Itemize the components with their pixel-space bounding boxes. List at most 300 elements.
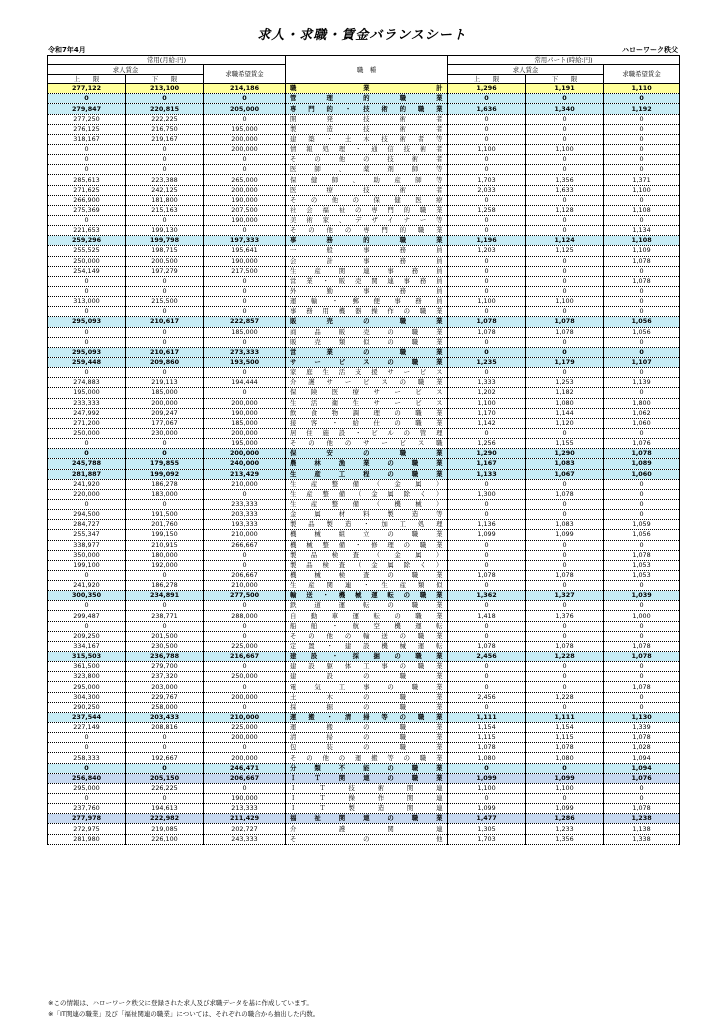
occupation-cell: 定置・建設機械運転 [286,641,448,651]
wage-cell-ft-lower: 0 [126,307,204,317]
occupation-cell: その他の保健医療 [286,195,448,205]
occupation-cell: その他の運搬等の職業 [286,753,448,763]
wage-cell-pt-lower: 0 [526,601,604,611]
wage-cell-ft-desired: 0 [204,297,286,307]
table-row [48,428,680,438]
wage-cell-pt-desired: 0 [604,347,680,357]
wage-cell-pt-desired: 0 [604,165,680,175]
occupation-cell: 接客・給仕の職業 [286,418,448,428]
wage-cell-ft-upper: 323,800 [48,672,126,682]
wage-cell-pt-desired: 1,130 [604,712,680,722]
wage-cell-pt-lower: 0 [526,114,604,124]
wage-cell-pt-upper: 0 [448,226,526,236]
wage-cell-pt-desired: 1,053 [604,570,680,580]
wage-cell-pt-upper: 1,133 [448,469,526,479]
occupation-cell: 製造技術者 [286,124,448,134]
occupation-cell: 会計事務員 [286,256,448,266]
occupation-cell: 医療技術者 [286,185,448,195]
wage-cell-pt-desired: 0 [604,540,680,550]
wage-cell-ft-upper: 284,727 [48,520,126,530]
wage-cell-ft-lower: 0 [126,439,204,449]
table-row [48,702,680,712]
wage-cell-ft-lower: 220,815 [126,104,204,114]
wage-cell-ft-desired: 216,667 [204,652,286,662]
wage-cell-ft-lower: 0 [126,733,204,743]
wage-cell-ft-lower: 210,617 [126,317,204,327]
table-row [48,824,680,834]
table-body [48,84,680,845]
wage-cell-ft-upper: 0 [48,570,126,580]
occupation-cell: 福祉関連の職業 [286,814,448,824]
table-row [48,216,680,226]
occupation-cell: その他 [286,834,448,844]
wage-cell-pt-upper: 1,235 [448,357,526,367]
wage-cell-ft-upper: 0 [48,763,126,773]
wage-cell-ft-lower: 0 [126,145,204,155]
table-row [48,733,680,743]
wage-cell-pt-desired: 1,078 [604,449,680,459]
wage-cell-pt-lower: 0 [526,763,604,773]
wage-cell-ft-lower: 222,982 [126,814,204,824]
wage-cell-pt-upper: 0 [448,621,526,631]
wage-cell-pt-lower: 1,111 [526,712,604,722]
wage-cell-pt-desired: 1,059 [604,520,680,530]
table-row [48,804,680,814]
table-row [48,672,680,682]
wage-cell-pt-lower: 1,080 [526,753,604,763]
table-row [48,591,680,601]
table-row [48,236,680,246]
occupation-cell: その他の輸送の職業 [286,631,448,641]
table-row [48,682,680,692]
wage-cell-pt-lower: 1,100 [526,297,604,307]
occupation-cell: 医師、薬剤師等 [286,165,448,175]
wage-cell-pt-desired: 1,028 [604,743,680,753]
wage-cell-pt-upper: 1,477 [448,814,526,824]
wage-cell-pt-lower: 0 [526,165,604,175]
wage-cell-ft-upper: 0 [48,145,126,155]
wage-cell-pt-upper: 0 [448,256,526,266]
wage-cell-pt-upper: 2,033 [448,185,526,195]
header-full-time: 常用(月給:円) [48,56,286,65]
table-row [48,520,680,530]
table-row [48,165,680,175]
wage-cell-pt-upper: 0 [448,794,526,804]
occupation-cell: サービスの職業 [286,357,448,367]
wage-cell-pt-lower: 1,179 [526,357,604,367]
wage-cell-ft-upper: 315,503 [48,652,126,662]
wage-cell-ft-upper: 255,525 [48,246,126,256]
occupation-cell: 社会福祉の専門的職業 [286,205,448,215]
wage-cell-pt-lower: 0 [526,256,604,266]
wage-cell-pt-lower: 0 [526,794,604,804]
table-row [48,388,680,398]
table-row [48,327,680,337]
wage-cell-pt-lower: 0 [526,266,604,276]
wage-cell-pt-desired: 1,062 [604,408,680,418]
table-row [48,286,680,296]
wage-cell-ft-desired: 225,000 [204,723,286,733]
wage-cell-pt-desired: 1,238 [604,814,680,824]
wage-cell-pt-desired: 1,056 [604,327,680,337]
wage-cell-pt-desired: 0 [604,216,680,226]
wage-cell-pt-upper: 1,154 [448,723,526,733]
wage-cell-pt-lower: 1,253 [526,378,604,388]
wage-cell-ft-lower: 0 [126,449,204,459]
wage-cell-ft-lower: 181,800 [126,195,204,205]
occupation-cell: 生活衛生サービス [286,398,448,408]
wage-cell-pt-desired: 1,076 [604,773,680,783]
wage-cell-ft-desired: 200,000 [204,449,286,459]
wage-cell-pt-upper: 1,296 [448,84,526,94]
wage-cell-pt-upper: 1,100 [448,297,526,307]
wage-cell-ft-upper: 318,167 [48,134,126,144]
wage-cell-pt-lower: 0 [526,94,604,104]
wage-cell-pt-desired: 1,138 [604,824,680,834]
occupation-cell: 開発技術者 [286,114,448,124]
wage-cell-pt-desired: 1,371 [604,175,680,185]
wage-cell-ft-upper: 277,978 [48,814,126,824]
wage-cell-pt-upper: 0 [448,337,526,347]
wage-cell-ft-lower: 222,225 [126,114,204,124]
wage-cell-pt-desired: 0 [604,662,680,672]
wage-cell-ft-upper: 266,900 [48,195,126,205]
wage-cell-ft-desired: 210,000 [204,530,286,540]
wage-cell-pt-lower: 0 [526,581,604,591]
wage-cell-pt-upper: 0 [448,479,526,489]
occupation-cell: 管理的職業 [286,94,448,104]
wage-cell-ft-upper: 295,000 [48,783,126,793]
wage-cell-ft-lower: 0 [126,601,204,611]
wage-cell-ft-upper: 279,847 [48,104,126,114]
table-row [48,104,680,114]
wage-cell-ft-lower: 210,915 [126,540,204,550]
wage-cell-ft-lower: 180,000 [126,550,204,560]
occupation-cell: 一般事務員 [286,246,448,256]
wage-cell-pt-desired: 1,800 [604,398,680,408]
table-row [48,256,680,266]
wage-cell-ft-lower: 219,085 [126,824,204,834]
wage-cell-pt-lower: 1,228 [526,652,604,662]
wage-cell-pt-upper: 0 [448,276,526,286]
wage-cell-pt-lower: 0 [526,155,604,165]
wage-cell-ft-desired: 0 [204,94,286,104]
wage-cell-ft-upper: 237,544 [48,712,126,722]
occupation-cell: 機械検査の職業 [286,570,448,580]
wage-cell-pt-upper: 1,333 [448,378,526,388]
table-row [48,652,680,662]
wage-cell-ft-upper: 295,093 [48,347,126,357]
wage-cell-pt-desired: 1,134 [604,226,680,236]
wage-cell-pt-upper: 1,078 [448,570,526,580]
occupation-cell: 輸送・機械運転の職業 [286,591,448,601]
wage-cell-ft-desired: 190,000 [204,408,286,418]
wage-cell-pt-lower: 1,290 [526,449,604,459]
wage-cell-pt-lower: 1,228 [526,692,604,702]
wage-cell-pt-lower: 1,080 [526,398,604,408]
wage-cell-pt-upper: 0 [448,368,526,378]
wage-cell-pt-upper: 1,078 [448,317,526,327]
wage-cell-pt-upper: 0 [448,510,526,520]
header-pt-offer-wage: 求人賃金 [448,65,604,74]
wage-cell-pt-lower: 0 [526,226,604,236]
wage-cell-pt-desired: 1,076 [604,439,680,449]
wage-cell-ft-desired: 0 [204,114,286,124]
wage-cell-pt-desired: 1,053 [604,560,680,570]
wage-cell-ft-lower: 226,100 [126,834,204,844]
wage-cell-ft-desired: 0 [204,662,286,672]
occupation-cell: 居住施設・ビルの管理 [286,428,448,438]
wage-cell-ft-desired: 0 [204,489,286,499]
table-row [48,124,680,134]
wage-cell-pt-lower: 1,115 [526,733,604,743]
wage-cell-pt-desired: 0 [604,692,680,702]
table-row [48,692,680,702]
wage-cell-pt-desired: 0 [604,94,680,104]
wage-cell-ft-upper: 313,000 [48,297,126,307]
wage-cell-ft-lower: 205,150 [126,773,204,783]
occupation-cell: 包装の職業 [286,743,448,753]
wage-cell-ft-upper: 241,920 [48,581,126,591]
wage-cell-pt-desired: 1,078 [604,276,680,286]
wage-cell-pt-lower: 0 [526,428,604,438]
wage-cell-ft-lower: 203,000 [126,682,204,692]
wage-cell-pt-upper: 0 [448,428,526,438]
wage-cell-ft-upper: 255,347 [48,530,126,540]
wage-cell-ft-desired: 200,000 [204,428,286,438]
occupation-cell: 農林漁業の職業 [286,459,448,469]
wage-cell-pt-lower: 1,078 [526,570,604,580]
wage-cell-ft-desired: 0 [204,621,286,631]
wage-cell-ft-lower: 230,000 [126,428,204,438]
wage-cell-ft-desired: 277,500 [204,591,286,601]
wage-cell-pt-desired: 1,094 [604,753,680,763]
wage-cell-pt-lower: 1,083 [526,459,604,469]
table-row [48,489,680,499]
table-row [48,418,680,428]
wage-cell-ft-lower: 209,247 [126,408,204,418]
wage-cell-pt-lower: 1,144 [526,408,604,418]
wage-cell-ft-upper: 250,000 [48,428,126,438]
wage-cell-ft-desired: 222,857 [204,317,286,327]
wage-cell-ft-desired: 225,000 [204,641,286,651]
wage-cell-pt-desired: 0 [604,388,680,398]
wage-cell-pt-lower: 1,125 [526,246,604,256]
wage-cell-ft-upper: 0 [48,337,126,347]
wage-cell-ft-desired: 200,000 [204,398,286,408]
table-row [48,662,680,672]
table-row [48,155,680,165]
wage-cell-ft-lower: 179,855 [126,459,204,469]
wage-cell-pt-upper: 0 [448,286,526,296]
wage-cell-ft-upper: 0 [48,499,126,509]
wage-cell-ft-lower: 177,067 [126,418,204,428]
wage-cell-pt-lower: 0 [526,134,604,144]
wage-cell-pt-desired: 0 [604,337,680,347]
wage-cell-ft-lower: 183,000 [126,489,204,499]
wage-cell-ft-upper: 304,300 [48,692,126,702]
wage-cell-pt-upper: 1,111 [448,712,526,722]
table-row [48,560,680,570]
table-row [48,408,680,418]
wage-cell-pt-upper: 1,202 [448,388,526,398]
wage-cell-pt-desired: 0 [604,783,680,793]
wage-cell-ft-desired: 195,641 [204,246,286,256]
wage-cell-ft-desired: 210,000 [204,581,286,591]
table-row [48,246,680,256]
wage-cell-pt-upper: 0 [448,347,526,357]
wage-cell-pt-lower: 1,067 [526,469,604,479]
table-row [48,378,680,388]
table-row [48,510,680,520]
wage-cell-pt-lower: 0 [526,631,604,641]
wage-cell-ft-lower: 237,320 [126,672,204,682]
wage-cell-ft-upper: 281,980 [48,834,126,844]
wage-cell-ft-desired: 0 [204,307,286,317]
wage-cell-pt-lower: 0 [526,662,604,672]
wage-cell-ft-desired: 185,000 [204,327,286,337]
wage-cell-pt-upper: 1,115 [448,733,526,743]
wage-cell-ft-lower: 0 [126,499,204,509]
wage-cell-ft-desired: 0 [204,155,286,165]
wage-cell-pt-desired: 1,060 [604,418,680,428]
wage-cell-pt-desired: 1,078 [604,804,680,814]
occupation-cell: その他の専門的職業 [286,226,448,236]
wage-cell-ft-lower: 234,891 [126,591,204,601]
occupation-cell: 電気工事の職業 [286,682,448,692]
table-row [48,84,680,94]
wage-cell-ft-lower: 238,771 [126,611,204,621]
wage-cell-ft-desired: 214,186 [204,84,286,94]
table-row [48,439,680,449]
wage-cell-ft-upper: 276,125 [48,124,126,134]
table-row [48,753,680,763]
wage-cell-ft-lower: 0 [126,286,204,296]
table-row [48,469,680,479]
table-row [48,297,680,307]
table-row [48,317,680,327]
occupation-cell: その他の技術者 [286,155,448,165]
occupation-cell: 分類不能の職業 [286,763,448,773]
wage-cell-ft-lower: 199,150 [126,530,204,540]
wage-cell-pt-upper: 0 [448,540,526,550]
wage-cell-pt-lower: 1,099 [526,804,604,814]
wage-cell-ft-desired: 233,333 [204,499,286,509]
wage-cell-ft-upper: 285,613 [48,175,126,185]
wage-cell-ft-upper: 361,500 [48,662,126,672]
occupation-cell: 飲食物調理の職業 [286,408,448,418]
wage-cell-pt-desired: 0 [604,581,680,591]
wage-cell-pt-desired: 0 [604,134,680,144]
wage-cell-pt-upper: 0 [448,195,526,205]
wage-cell-pt-lower: 1,078 [526,641,604,651]
wage-cell-pt-desired: 1,339 [604,723,680,733]
wage-cell-ft-desired: 185,000 [204,418,286,428]
wage-cell-pt-upper: 0 [448,560,526,570]
wage-cell-ft-lower: 191,500 [126,510,204,520]
wage-cell-pt-lower: 1,078 [526,327,604,337]
wage-cell-ft-upper: 250,000 [48,256,126,266]
wage-cell-pt-upper: 0 [448,216,526,226]
table-row [48,570,680,580]
wage-cell-ft-upper: 0 [48,155,126,165]
wage-cell-ft-desired: 190,000 [204,195,286,205]
table-row [48,794,680,804]
wage-cell-pt-upper: 0 [448,499,526,509]
table-row [48,266,680,276]
wage-cell-ft-lower: 258,000 [126,702,204,712]
wage-cell-pt-upper: 1,256 [448,439,526,449]
wage-cell-ft-lower: 0 [126,621,204,631]
wage-cell-ft-desired: 0 [204,783,286,793]
wage-cell-pt-lower: 1,120 [526,418,604,428]
table-row [48,723,680,733]
occupation-cell: 清掃の職業 [286,733,448,743]
occupation-cell: 建設躯体工事の職業 [286,662,448,672]
wage-cell-pt-upper: 0 [448,581,526,591]
wage-cell-ft-desired: 211,429 [204,814,286,824]
wage-cell-ft-desired: 195,000 [204,439,286,449]
wage-cell-pt-upper: 1,080 [448,753,526,763]
wage-cell-pt-lower: 0 [526,347,604,357]
wage-cell-ft-desired: 200,000 [204,692,286,702]
wage-cell-ft-lower: 185,000 [126,388,204,398]
wage-cell-pt-upper: 1,636 [448,104,526,114]
wage-cell-ft-upper: 0 [48,286,126,296]
table-row [48,226,680,236]
wage-cell-ft-desired: 0 [204,368,286,378]
wage-cell-ft-upper: 0 [48,307,126,317]
wage-cell-ft-desired: 206,667 [204,570,286,580]
wage-cell-ft-lower: 219,113 [126,378,204,388]
wage-cell-ft-upper: 254,149 [48,266,126,276]
wage-cell-pt-desired: 0 [604,621,680,631]
wage-cell-ft-upper: 300,350 [48,591,126,601]
wage-cell-ft-lower: 0 [126,165,204,175]
wage-cell-ft-upper: 0 [48,165,126,175]
wage-cell-pt-lower: 1,340 [526,104,604,114]
wage-cell-ft-upper: 295,093 [48,317,126,327]
wage-cell-pt-desired: 1,110 [604,84,680,94]
wage-cell-pt-upper: 0 [448,165,526,175]
occupation-cell: 職業計 [286,84,448,94]
occupation-cell: その他のサービス職 [286,439,448,449]
header-occupation: 職 種 [286,56,448,84]
table-row [48,631,680,641]
wage-cell-pt-desired: 0 [604,286,680,296]
wage-cell-pt-upper: 0 [448,124,526,134]
wage-cell-pt-upper: 0 [448,662,526,672]
table-row [48,499,680,509]
occupation-cell: 商品販売の職業 [286,327,448,337]
wage-cell-pt-lower: 1,128 [526,205,604,215]
table-row [48,145,680,155]
wage-cell-pt-desired: 0 [604,114,680,124]
wage-cell-pt-lower: 0 [526,195,604,205]
occupation-cell: 専門的・技術的職業 [286,104,448,114]
wage-cell-ft-desired: 0 [204,601,286,611]
wage-cell-pt-upper: 1,099 [448,804,526,814]
wage-cell-ft-upper: 0 [48,743,126,753]
wage-cell-pt-desired: 0 [604,428,680,438]
wage-cell-ft-desired: 0 [204,226,286,236]
wage-cell-pt-lower: 0 [526,621,604,631]
header-ft-offer-wage: 求人賃金 [48,65,204,74]
wage-cell-pt-upper: 0 [448,601,526,611]
wage-cell-pt-upper: 2,456 [448,692,526,702]
wage-cell-ft-upper: 294,500 [48,510,126,520]
wage-cell-pt-lower: 1,100 [526,783,604,793]
